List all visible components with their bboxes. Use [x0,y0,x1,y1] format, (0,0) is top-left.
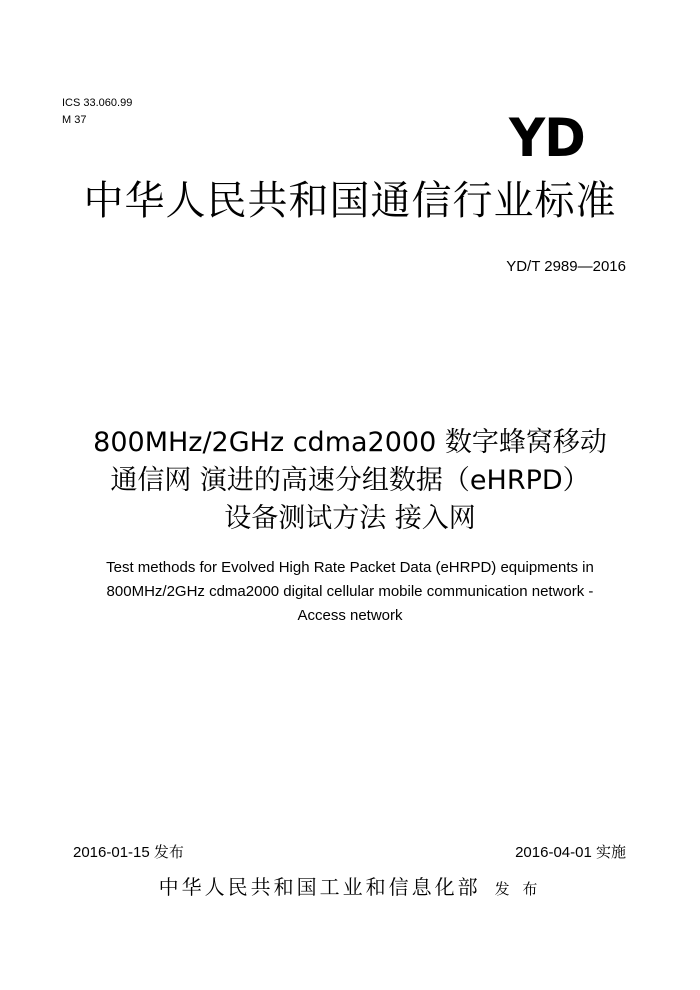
english-title [0,556,700,628]
publisher-line [0,874,700,902]
issue-date: 2016-01-15 发布 [73,844,184,861]
ccs-code: M 37 [62,114,87,126]
classification-codes [62,95,132,129]
chinese-title-line-3: 设备测试方法 接入网 [224,503,476,534]
english-title-line-2: 800MHz/2GHz cdma2000 digital cellular mobile communication network - [106,583,594,600]
english-title-line-3: Access network [297,607,403,624]
chinese-title-line-2: 通信网 演进的高速分组数据（eHRPD） [110,465,590,496]
implementation-date: 2016-04-01 实施 [515,844,626,861]
chinese-title-line-1: 800MHz/2GHz cdma2000 数字蜂窝移动 [93,427,607,458]
standard-category-title: 中华人民共和国通信行业标准 [83,178,617,224]
publisher-suffix: 发 布 [494,880,542,898]
chinese-title [0,424,700,538]
publisher-name: 中华人民共和国工业和信息化部 [158,875,481,899]
standard-number: YD/T 2989—2016 [506,258,626,275]
yd-logo: YD [509,107,585,169]
ics-code: ICS 33.060.99 [62,97,133,109]
english-title-line-1: Test methods for Evolved High Rate Packet Data (eHRPD) equipments in [106,559,594,576]
